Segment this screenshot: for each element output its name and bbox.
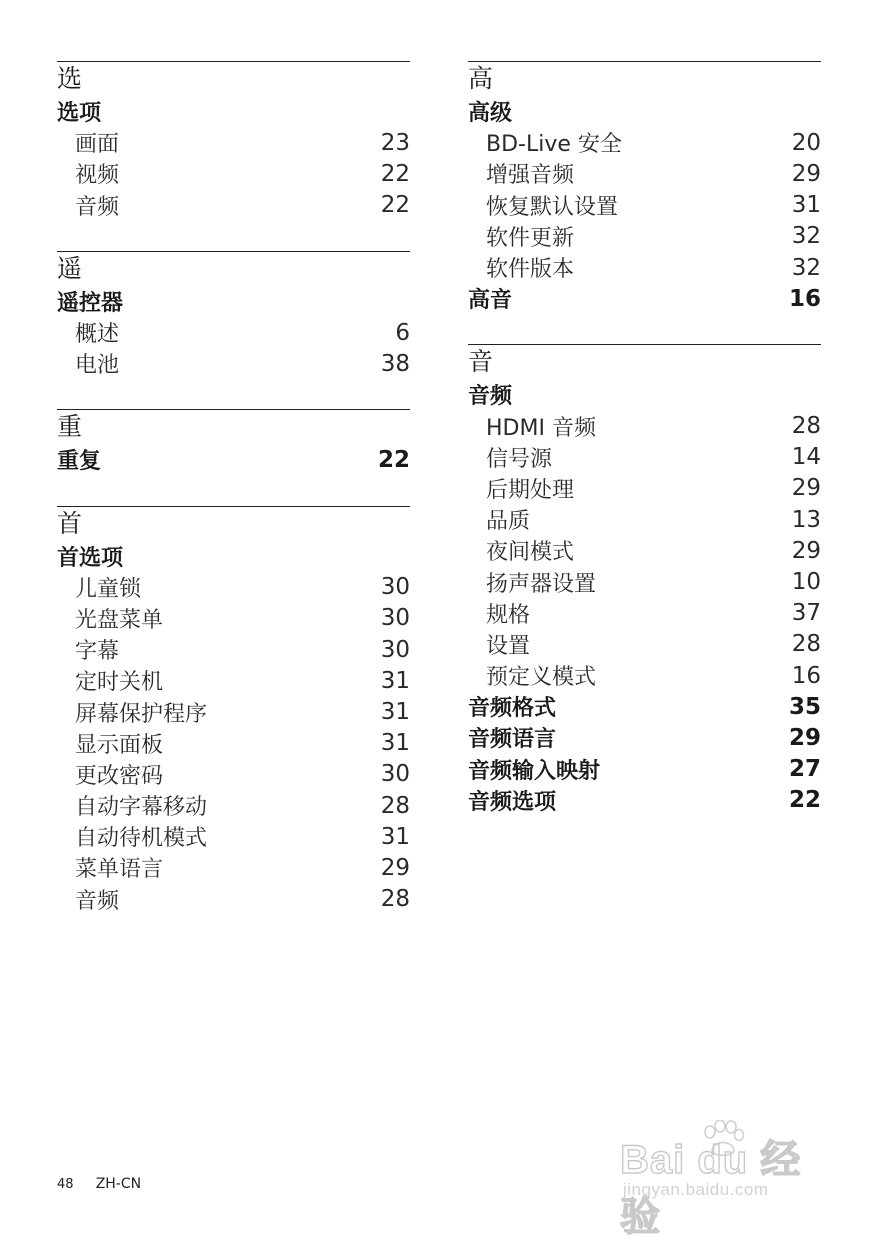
- entry-label: 后期处理: [486, 477, 575, 503]
- section-letter: 重: [57, 412, 83, 442]
- index-heading: [468, 722, 821, 753]
- index-section: [468, 61, 821, 314]
- page-number: 48: [57, 1177, 74, 1192]
- entry-label: 音频选项: [468, 789, 557, 815]
- entry-page-number: 30: [380, 574, 410, 601]
- entry-label: 音频格式: [468, 696, 557, 722]
- entry-page-number: 23: [380, 129, 410, 156]
- index-subentry: [468, 442, 821, 473]
- entry-label: BD-Live 安全: [486, 132, 622, 158]
- entry-label: 信号源: [486, 446, 553, 472]
- index-section: [57, 409, 410, 475]
- index-subentry: [468, 660, 821, 691]
- entry-label: 品质: [486, 509, 531, 535]
- index-subentry: [57, 127, 410, 158]
- entry-label: 遥控器: [57, 290, 124, 316]
- index-subentry: [468, 566, 821, 597]
- entry-label: 音频: [75, 888, 120, 914]
- index-subentry: [57, 158, 410, 189]
- index-subentry: [468, 252, 821, 283]
- baidu-watermark: [620, 1120, 825, 1239]
- entry-page-number: 31: [380, 667, 410, 694]
- entry-page-number: 30: [380, 605, 410, 632]
- index-heading: [57, 541, 410, 572]
- index-subentry: [468, 127, 821, 158]
- index-subentry: [468, 535, 821, 566]
- entry-page-number: 13: [791, 506, 821, 533]
- index-heading: [468, 691, 821, 722]
- index-subentry: [57, 759, 410, 790]
- section-letter: 遥: [57, 253, 83, 283]
- section-letter: 高: [468, 64, 494, 93]
- entry-label: 选项: [57, 101, 102, 127]
- index-heading: [468, 96, 821, 127]
- entry-label: 自动待机模式: [75, 826, 208, 852]
- entry-page-number: 28: [791, 413, 821, 440]
- index-subentry: [468, 190, 821, 221]
- entry-page-number: 31: [380, 823, 410, 850]
- entry-page-number: 30: [380, 761, 410, 788]
- index-subentry: [57, 348, 410, 379]
- entry-label: 设置: [486, 633, 531, 659]
- entry-label: 光盘菜单: [75, 607, 164, 633]
- entry-page-number: 30: [380, 636, 410, 663]
- entry-page-number: 29: [791, 475, 821, 502]
- entry-label: 高级: [468, 101, 513, 127]
- entry-page-number: 28: [791, 631, 821, 658]
- language-code: ZH-CN: [95, 1176, 142, 1192]
- index-subentry: [468, 221, 821, 252]
- index-subentry: [468, 411, 821, 442]
- section-letter: 选: [57, 64, 83, 93]
- index-subentry: [57, 190, 410, 221]
- entry-label: 规格: [486, 602, 531, 628]
- index-subentry: [57, 665, 410, 696]
- index-section: [468, 344, 821, 816]
- index-heading: [57, 96, 410, 127]
- entry-label: 恢复默认设置: [486, 194, 619, 220]
- entry-page-number: 32: [791, 254, 821, 281]
- entry-label: 自动字幕移动: [75, 795, 208, 821]
- entry-page-number: 29: [788, 724, 821, 751]
- entry-page-number: 22: [377, 446, 410, 473]
- index-heading: [57, 444, 410, 475]
- entry-label: 电池: [75, 353, 120, 379]
- entry-page-number: 35: [788, 693, 821, 720]
- index-column-left: [57, 61, 410, 915]
- index-heading: [468, 379, 821, 410]
- entry-page-number: 28: [380, 886, 410, 913]
- entry-page-number: 29: [791, 160, 821, 187]
- index-subentry: [57, 790, 410, 821]
- entry-page-number: 32: [791, 223, 821, 250]
- entry-label: 软件版本: [486, 257, 575, 283]
- entry-label: 屏幕保护程序: [75, 701, 208, 727]
- entry-label: HDMI 音频: [486, 415, 596, 441]
- entry-label: 字幕: [75, 639, 120, 665]
- entry-page-number: 29: [791, 537, 821, 564]
- page-footer: [57, 1176, 159, 1192]
- index-heading: [468, 754, 821, 785]
- entry-page-number: 10: [791, 569, 821, 596]
- entry-page-number: 20: [791, 129, 821, 156]
- index-subentry: [468, 473, 821, 504]
- index-column-right: [468, 61, 821, 816]
- entry-label: 显示面板: [75, 732, 164, 758]
- index-subentry: [468, 504, 821, 535]
- index-heading: [468, 785, 821, 816]
- index-subentry: [57, 852, 410, 883]
- entry-page-number: 16: [788, 285, 821, 312]
- entry-page-number: 6: [395, 319, 410, 346]
- watermark-brand: Bai du 经验: [620, 1138, 802, 1239]
- entry-label: 定时关机: [75, 670, 164, 696]
- entry-label: 高音: [468, 288, 513, 314]
- entry-label: 音频: [468, 384, 513, 410]
- section-letter: 音: [468, 347, 494, 377]
- entry-label: 音频输入映射: [468, 758, 601, 784]
- index-heading: [57, 286, 410, 317]
- entry-page-number: 31: [380, 730, 410, 757]
- entry-page-number: 22: [380, 192, 410, 219]
- entry-label: 菜单语言: [75, 857, 164, 883]
- index-subentry: [57, 634, 410, 665]
- entry-label: 视频: [75, 163, 120, 189]
- index-heading: [468, 283, 821, 314]
- entry-label: 首选项: [57, 545, 124, 571]
- entry-label: 概述: [75, 322, 120, 348]
- entry-label: 音频: [75, 194, 120, 220]
- entry-page-number: 29: [380, 854, 410, 881]
- entry-label: 重复: [57, 449, 102, 475]
- index-subentry: [468, 158, 821, 189]
- index-subentry: [57, 696, 410, 727]
- index-subentry: [57, 317, 410, 348]
- entry-page-number: 37: [791, 600, 821, 627]
- entry-page-number: 27: [788, 756, 821, 783]
- index-section: [57, 251, 410, 380]
- entry-label: 软件更新: [486, 225, 575, 251]
- entry-page-number: 31: [791, 192, 821, 219]
- index-subentry: [57, 728, 410, 759]
- index-section: [57, 506, 410, 915]
- index-section: [57, 61, 410, 221]
- entry-page-number: 22: [788, 787, 821, 814]
- entry-label: 画面: [75, 132, 120, 158]
- entry-label: 儿童锁: [75, 576, 142, 602]
- watermark-url: jingyan.baidu.com: [623, 1180, 769, 1199]
- entry-page-number: 14: [791, 444, 821, 471]
- entry-label: 增强音频: [486, 163, 575, 189]
- entry-label: 音频语言: [468, 727, 557, 753]
- entry-page-number: 22: [380, 160, 410, 187]
- index-subentry: [468, 598, 821, 629]
- entry-page-number: 38: [380, 350, 410, 377]
- index-subentry: [57, 821, 410, 852]
- index-subentry: [57, 572, 410, 603]
- entry-label: 预定义模式: [486, 665, 597, 691]
- index-subentry: [57, 603, 410, 634]
- entry-label: 扬声器设置: [486, 571, 597, 597]
- index-subentry: [468, 629, 821, 660]
- entry-page-number: 16: [791, 662, 821, 689]
- entry-label: 更改密码: [75, 763, 164, 789]
- section-letter: 首: [57, 508, 83, 538]
- index-subentry: [57, 884, 410, 915]
- entry-label: 夜间模式: [486, 540, 575, 566]
- entry-page-number: 28: [380, 792, 410, 819]
- entry-page-number: 31: [380, 699, 410, 726]
